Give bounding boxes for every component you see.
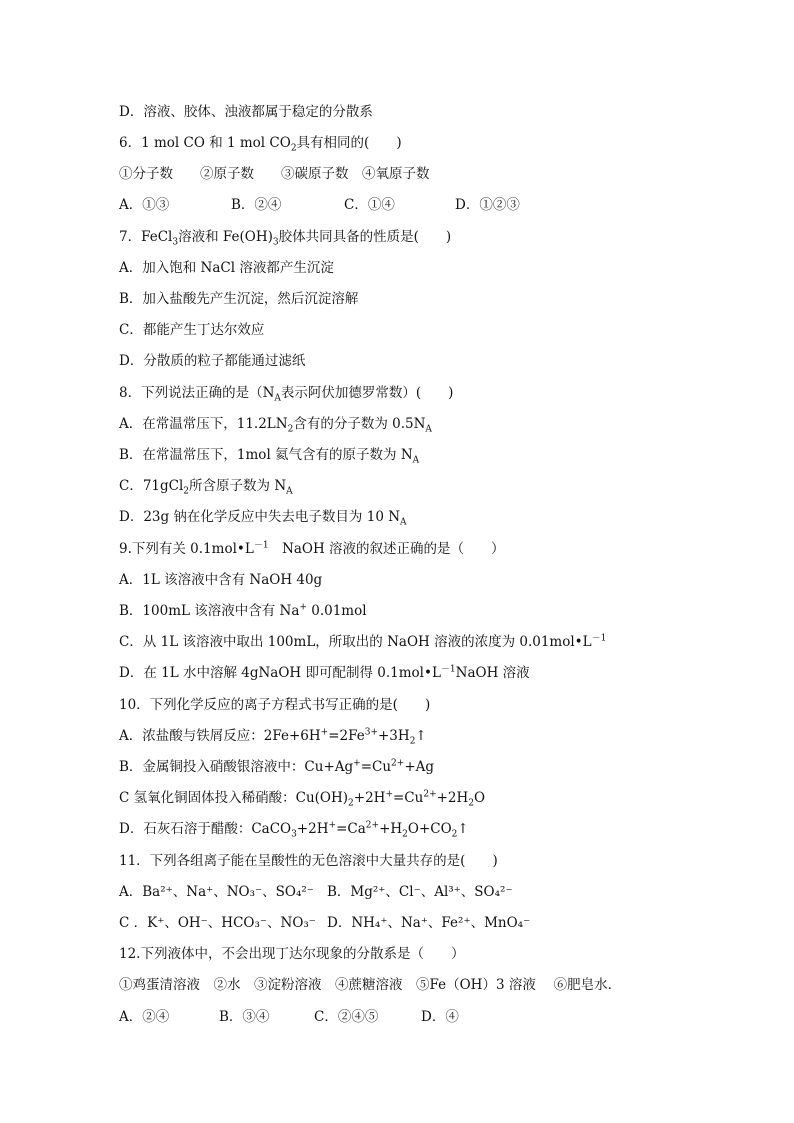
q6-option-d: D．①②③: [455, 197, 520, 213]
q8-option-d: D．23g 钠在化学反应中失去电子数目为 10 $N_A$: [119, 509, 407, 528]
q10-option-a: A．浓盐酸与铁屑反应：$2Fe+6H^+=2Fe^{3+}+3H_2↑$: [119, 727, 427, 747]
q9-option-b: B．100mL 该溶液中含有 Na+ 0.01mol: [119, 602, 367, 619]
q12-stem: 12.下列液体中，不会出现丁达尔现象的分散系是（ ）: [119, 946, 465, 962]
q12-items: ①鸡蛋清溶液 ②水 ③淀粉溶液 ④蔗糖溶液 ⑤Fe（OH）3 溶液 ⑥肥皂水．: [119, 977, 622, 993]
q6-option-c: C．①④: [344, 197, 395, 213]
q12-option-b: B．③④: [219, 1009, 270, 1025]
q5-option-d: D．溶液、胶体、浊液都属于稳定的分散系: [119, 104, 373, 120]
q6-options: [119, 195, 520, 215]
q12-options: [119, 1007, 459, 1027]
q9-option-a: A．1L 该溶液中含有 NaOH 40g: [119, 572, 323, 588]
q7-option-b: B．加入盐酸先产生沉淀，然后沉淀溶解: [119, 291, 359, 307]
q9-option-c: C．从 1L 该溶液中取出 100mL，所取出的 NaOH 溶液的浓度为 $0.01mol•L^{-1}$: [119, 633, 607, 650]
q11-stem: 11．下列各组离子能在呈酸性的无色溶滚中大量共存的是( ): [119, 853, 498, 869]
q6-stem: 6．1 mol CO 和 1 mol $CO_2$具有相同的( ): [119, 135, 402, 154]
q12-option-d: D．④: [421, 1009, 459, 1025]
q11-option-a: A．Ba²⁺、Na⁺、NO₃⁻、SO₄²⁻: [119, 884, 314, 900]
q8-stem: 8．下列说法正确的是（$N_A$表示阿伏加德罗常数）( ): [119, 385, 454, 404]
q9-option-d: D．在 1L 水中溶解 4gNaOH 即可配制得 $0.1mol•L^{-1}NaOH$ 溶液: [119, 664, 530, 681]
q11-option-b: B．Mg²⁺、Cl⁻、Al³⁺、SO₄²⁻: [327, 884, 513, 900]
q6-option-a: A．①③: [119, 197, 170, 213]
q12-option-a: A．②④: [119, 1009, 170, 1025]
q11-option-c: C ．K⁺、OH⁻、HCO₃⁻、NO₃⁻: [119, 915, 316, 931]
q6-option-b: B．②④: [231, 197, 282, 213]
q10-option-c: C 氢氧化铜固体投入稀硝酸：$Cu(OH)_2+2H^+=Cu^{2+}+2H_2O$: [119, 789, 486, 809]
q10-option-d: D．石灰石溶于醋酸：$CaCO_3+2H^+=Ca^{2+}+H_2O+CO_2↑$: [119, 820, 469, 840]
q7-option-c: C．都能产生丁达尔效应: [119, 322, 265, 338]
q11-option-d: D．NH₄⁺、Na⁺、Fe²⁺、MnO₄⁻: [327, 915, 531, 931]
q6-items: ①分子数 ②原子数 ③碳原子数 ④氧原子数: [119, 166, 430, 182]
q7-stem: 7．FeCl$_3$溶液和 $Fe(OH)_3$胶体共同具备的性质是( ): [119, 229, 452, 248]
q8-option-a: A．在常温常压下，$11.2LN_2$含有的分子数为 $0.5N_A$: [119, 416, 432, 435]
q8-option-c: C．71gCl$_2$所含原子数为 $N_A$: [119, 478, 293, 497]
q10-option-b: B．金属铜投入硝酸银溶液中：$Cu+Ag^+=Cu^{2+}+Ag$: [119, 758, 435, 775]
q8-option-b: B．在常温常压下，1mol 氦气含有的原子数为 $N_A$: [119, 447, 420, 466]
q7-option-d: D．分散质的粒子都能通过滤纸: [119, 353, 306, 369]
q7-option-a: A．加入饱和 NaCl 溶液都产生沉淀: [119, 260, 334, 276]
q10-stem: 10．下列化学反应的离子方程式书写正确的是( ): [119, 697, 431, 713]
q9-stem: 9.下列有关 $0.1mol•L^{-1}$ NaOH 溶液的叙述正确的是（ ）: [119, 540, 505, 557]
q12-option-c: C．②④⑤: [314, 1009, 379, 1025]
q11-options-ab: [119, 882, 513, 902]
q11-options-cd: [119, 913, 530, 933]
